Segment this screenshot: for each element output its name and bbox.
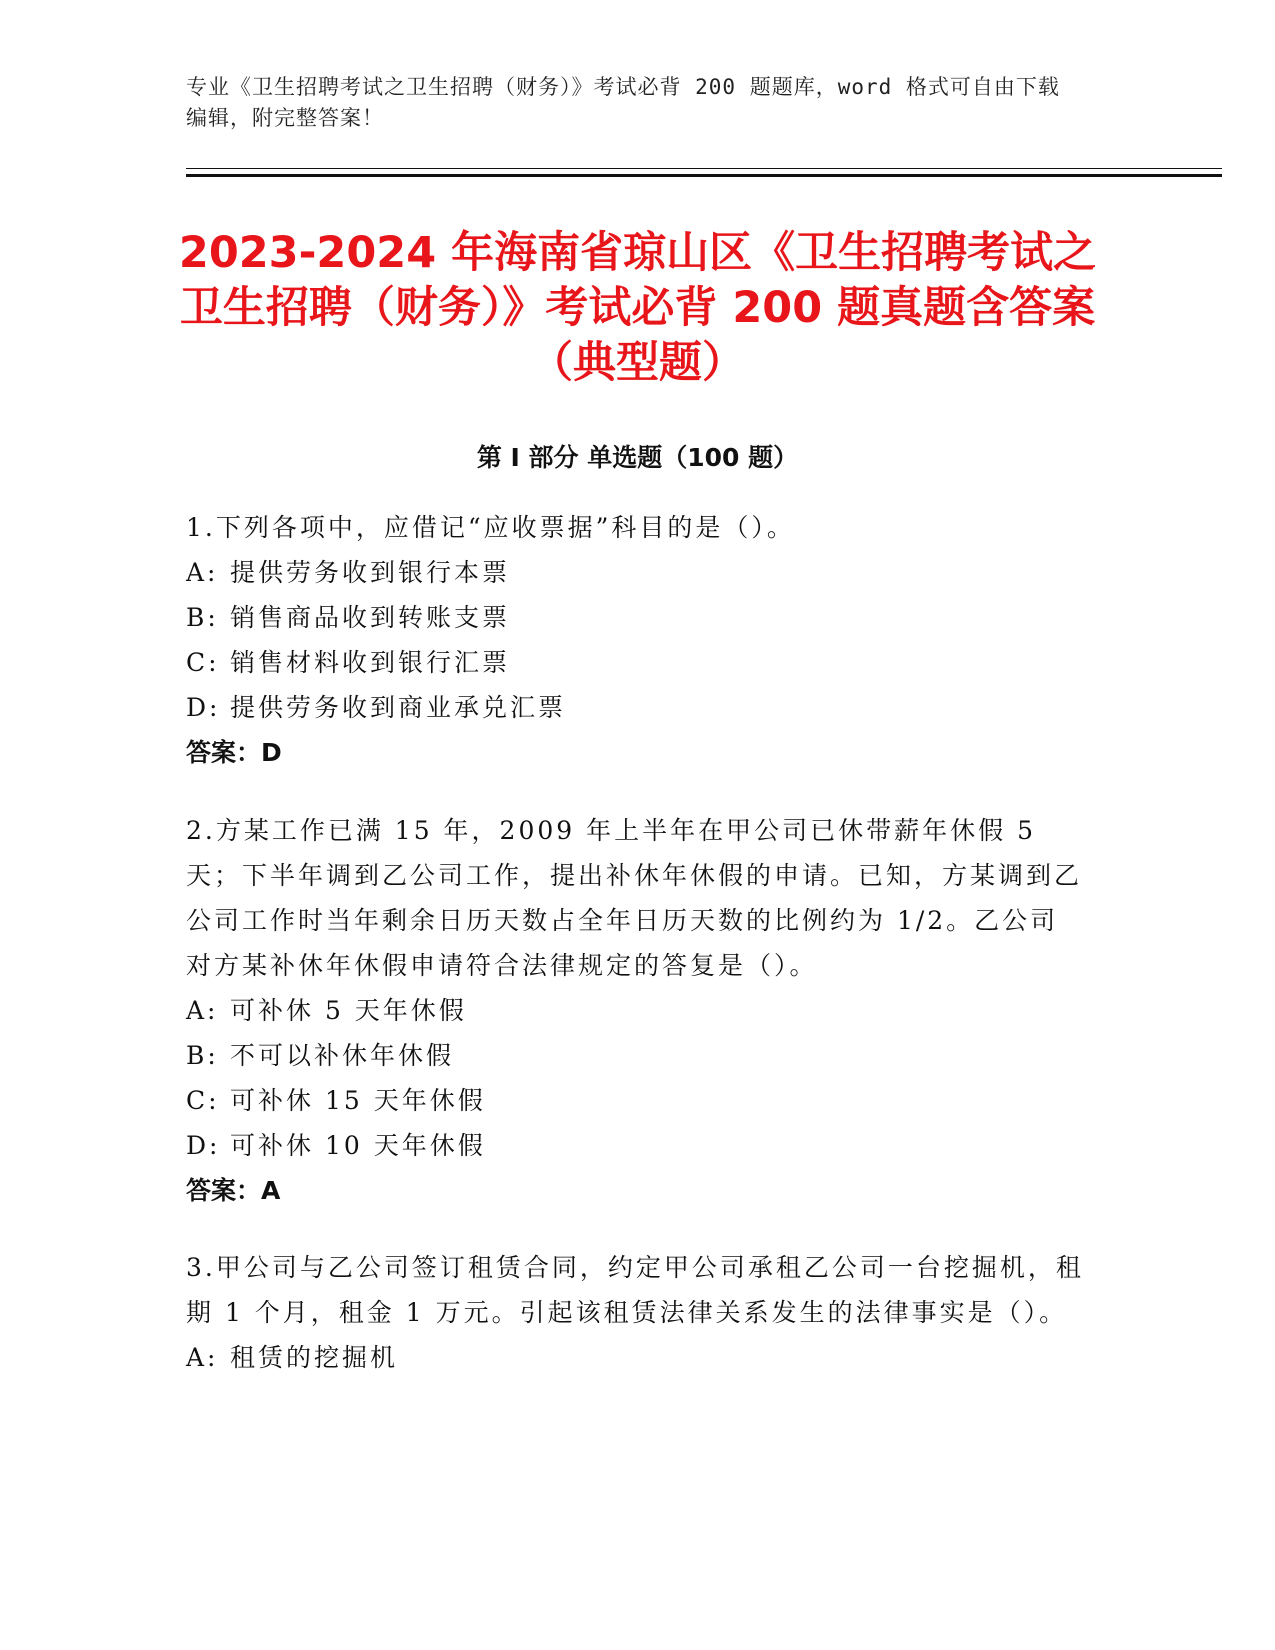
- option-c: [186, 1078, 1086, 1123]
- option-text: 提供劳务收到银行本票: [230, 558, 511, 587]
- option-text: 租赁的挖掘机: [230, 1343, 399, 1372]
- option-letter: D:: [186, 1131, 221, 1160]
- option-a: [186, 988, 1086, 1033]
- option-letter: A:: [186, 1343, 219, 1372]
- question-text: 1.下列各项中，应借记“应收票据”科目的是（）。: [186, 513, 795, 542]
- option-letter: B:: [186, 1041, 219, 1070]
- option-text: 销售材料收到银行汇票: [230, 648, 511, 677]
- option-c: [186, 640, 1086, 685]
- document-title: 2023-2024 年海南省琼山区《卫生招聘考试之卫生招聘（财务）》考试必背 200 题真题含答案（典型题）: [178, 228, 1097, 388]
- option-text: 提供劳务收到商业承兑汇票: [230, 693, 567, 722]
- option-letter: A:: [186, 996, 219, 1025]
- header-rule-thick: [186, 174, 1222, 177]
- option-d: [186, 685, 1086, 730]
- option-letter: A:: [186, 558, 219, 587]
- header-rule-thin: [186, 168, 1222, 169]
- question-text: 2.方某工作已满 15 年，2009 年上半年在甲公司已休带薪年休假 5 天；下半年调到乙公司工作，提出补休年休假的申请。已知，方某调到乙公司工作时当年剩余日历天数占全年日历天数的比例约为 1/2。乙公司对方某补休年休假申请符合法律规定的答复是（）。: [186, 816, 1083, 980]
- option-text: 可补休 5 天年休假: [230, 996, 467, 1025]
- question-3: [186, 1245, 1086, 1380]
- question-text: 3.甲公司与乙公司签订租赁合同，约定甲公司承租乙公司一台挖掘机，租期 1 个月，租金 1 万元。引起该租赁法律关系发生的法律事实是（）。: [186, 1253, 1084, 1327]
- option-d: [186, 1123, 1086, 1168]
- option-text: 不可以补休年休假: [230, 1041, 455, 1070]
- question-2: [186, 808, 1086, 1213]
- section-title: 第 I 部分 单选题（100 题）: [476, 443, 799, 472]
- option-a: [186, 550, 1086, 595]
- option-letter: C:: [186, 648, 220, 677]
- header-note: 专业《卫生招聘考试之卫生招聘（财务）》考试必背 200 题题库，word 格式可自由下载编辑，附完整答案！: [186, 75, 1060, 130]
- option-letter: D:: [186, 693, 221, 722]
- option-text: 可补休 15 天年休假: [230, 1086, 486, 1115]
- option-letter: C:: [186, 1086, 220, 1115]
- question-1: [186, 505, 1086, 775]
- option-b: [186, 595, 1086, 640]
- option-text: 可补休 10 天年休假: [230, 1131, 486, 1160]
- answer: 答案：D: [186, 738, 282, 767]
- option-letter: B:: [186, 603, 219, 632]
- option-b: [186, 1033, 1086, 1078]
- answer: 答案：A: [186, 1176, 281, 1205]
- option-text: 销售商品收到转账支票: [230, 603, 511, 632]
- option-a: [186, 1335, 1086, 1380]
